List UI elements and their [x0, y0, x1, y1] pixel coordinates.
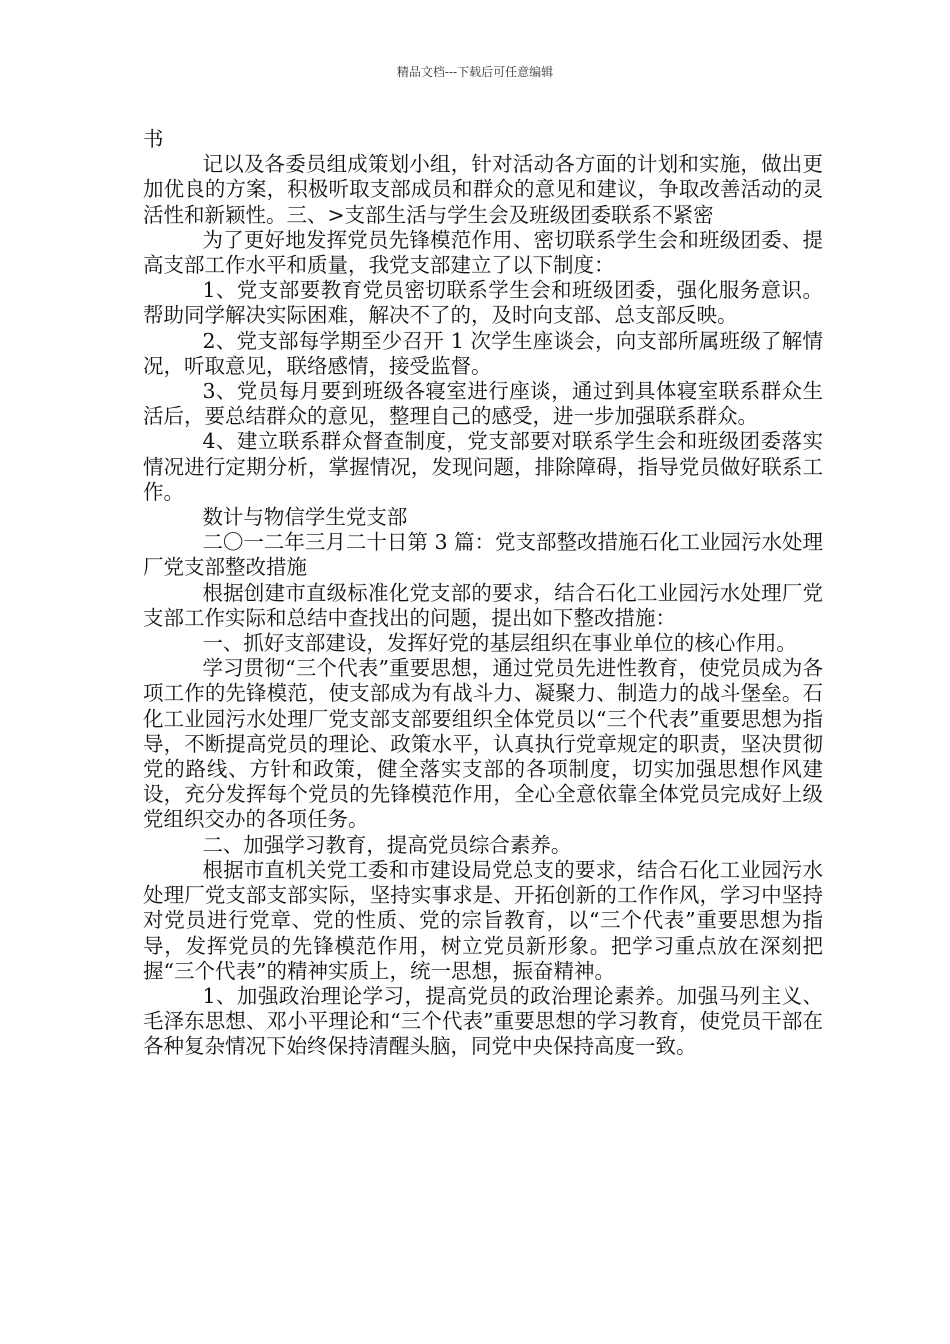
- paragraph: 一、抓好支部建设，发挥好党的基层组织在事业单位的核心作用。: [202, 631, 797, 656]
- paragraph: 1、加强政治理论学习，提高党员的政治理论素养。加强马列主义、毛泽东思想、邓小平理论和“三个代表”重要思想的学习教育，使党员干部在各种复杂情况下始终保持清醒头脑，同党中央保持高度一致。: [143, 983, 823, 1059]
- page-header: 精品文档---下载后可任意编辑: [396, 65, 554, 79]
- paragraph: 数计与物信学生党支部: [202, 505, 408, 530]
- paragraph: 学习贯彻“三个代表”重要思想，通过党员先进性教育，使党员成为各项工作的先锋模范，使支部成为有战斗力、凝聚力、制造力的战斗堡垒。石化工业园污水处理厂党支部支部要组织全体党员以“三个代表”重要思想为指导，不断提高党员的理论、政策水平，认真执行党章规定的职责，坚决贯彻党的路线、方针和政策，健全落实支部的各项制度，切实加强思想作风建设，充分发挥每个党员的先锋模范作用，全心全意依靠全体党员完成好上级党组织交办的各项任务。: [143, 656, 823, 832]
- paragraph: 二、加强学习教育，提高党员综合素养。: [202, 832, 572, 857]
- paragraph: 1、党支部要教育党员密切联系学生会和班级团委，强化服务意识。帮助同学解决实际困难，解决不了的，及时向支部、总支部反映。: [143, 278, 823, 328]
- paragraph: 为了更好地发挥党员先锋模范作用、密切联系学生会和班级团委、提高支部工作水平和质量，我党支部建立了以下制度：: [143, 227, 823, 278]
- paragraph: 4、建立联系群众督查制度，党支部要对联系学生会和班级团委落实情况进行定期分析，掌握情况，发现问题，排除障碍，指导党员做好联系工作。: [143, 429, 823, 504]
- document-body: [143, 127, 823, 1060]
- paragraph: 记以及各委员组成策划小组，针对活动各方面的计划和实施，做出更加优良的方案，积极听取支部成员和群众的意见和建议，争取改善活动的灵活性和新颖性。三、>支部生活与学生会及班级团委联系不紧密: [143, 152, 823, 227]
- paragraph: 2、党支部每学期至少召开 1 次学生座谈会，向支部所属班级了解情况，听取意见，联络感情，接受监督。: [143, 328, 823, 378]
- paragraph: 根据创建市直级标准化党支部的要求，结合石化工业园污水处理厂党支部工作实际和总结中查找出的问题，提出如下整改措施：: [143, 580, 823, 630]
- paragraph: 根据市直机关党工委和市建设局党总支的要求，结合石化工业园污水处理厂党支部支部实际，坚持实事求是、开拓创新的工作作风，学习中坚持对党员进行党章、党的性质、党的宗旨教育，以“三个代表”重要思想为指导，发挥党员的先锋模范作用，树立党员新形象。把学习重点放在深刻把握“三个代表”的精神实质上，统一思想，振奋精神。: [143, 857, 823, 983]
- paragraph: 二〇一二年三月二十日第 3 篇：党支部整改措施石化工业园污水处理厂党支部整改措施: [143, 530, 824, 580]
- paragraph: 3、党员每月要到班级各寝室进行座谈，通过到具体寝室联系群众生活后，要总结群众的意见，整理自己的感受，进一步加强联系群众。: [143, 379, 823, 429]
- paragraph: 书: [143, 127, 164, 151]
